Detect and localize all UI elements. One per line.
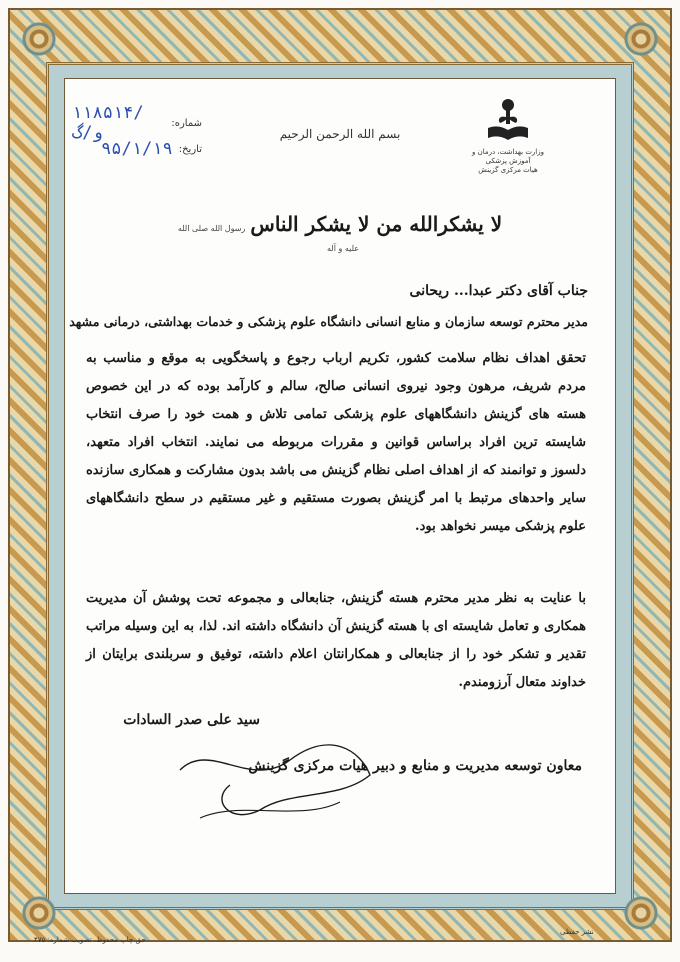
corner-ornament [22,22,56,56]
corner-ornament [624,22,658,56]
signatory-name: سید علی صدر السادات [123,712,260,728]
signatory-title: معاون توسعه مدیریت و منابع و دبیر هیات مرکزی گزینش [248,758,582,774]
hadith-attribution: رسول الله صلی الله علیه و آله [177,224,360,253]
addressee-name: جناب آقای دکتر عبدا... ریحانی [409,283,588,299]
body-paragraph-1: تحقق اهداف نظام سلامت کشور، تکریم ارباب رجوع و پاسخگویی به موقع و مناسب به مردم شریف، مرهون وجود نیروی انسانی صالح، سالم و کارآمد بوده که در این خصوص هسته های گزینش دانشگاههای علوم پزشکی تمامی تلاش و همت خود را صرف انتخاب شایسته ترین افراد براساس قوانین و مقررات مربوطه می نمایند. انتخاب افراد متعهد، دلسوز و توانمند که از اهداف اصلی نظام گزینش می باشد بدون مشارکت و همکاری سازنده سایر واحدهای مرتبط با امر گزینش بصورت مستقیم و غیر مستقیم در سطح دانشگاههای علوم پزشکی میسر نخواهد بود. [86,351,586,534]
letter-meta [72,103,202,162]
handwritten-signature [170,730,380,830]
basmala: بسم الله الرحمن الرحیم [279,127,401,141]
date-label: تاریخ: [178,143,202,155]
footer-print-note: حق چاپ محفوظ. تصویب شماره: ۴۷۵ [34,936,146,944]
body-paragraph-2: با عنایت به نظر مدیر محترم هسته گزینش، جنابعالی و مجموعه تحت پوشش آن مدیریت همکاری و تعامل شایسته ای با هسته گزینش آن دانشگاه داشته اند. لذا، به این وسیله مراتب تقدیر و تشکر خود را از جنابعالی و همکارانتان اعلام داشته، توفیق و سربلندی برایتان از خداوند متعال آرزومندم. [86,591,586,690]
number-label: شماره: [171,117,202,129]
hadith-text: لا یشکرالله من لا یشکر الناس [250,212,503,236]
number-row [72,103,202,143]
hadith-heading [170,212,510,255]
book-flame-logo-icon [485,96,531,148]
number-value: ۱۱۸۵۱۴/ و/گ [72,103,144,143]
logo-caption-ministry: وزارت بهداشت، درمان و آموزش پزشکی [471,148,545,165]
corner-ornament [22,896,56,930]
corner-ornament [624,896,658,930]
ministry-logo [468,96,548,175]
addressee-title: مدیر محترم توسعه سازمان و منابع انسانی دانشگاه علوم پزشکی و خدمات بهداشتی، درمانی مشهد [69,314,588,329]
logo-caption-board: هیات مرکزی گزینش [478,166,538,174]
date-value: ۹۵/۱/۱۹ [101,139,173,159]
footer-publisher: نشر حفظی [560,928,594,936]
